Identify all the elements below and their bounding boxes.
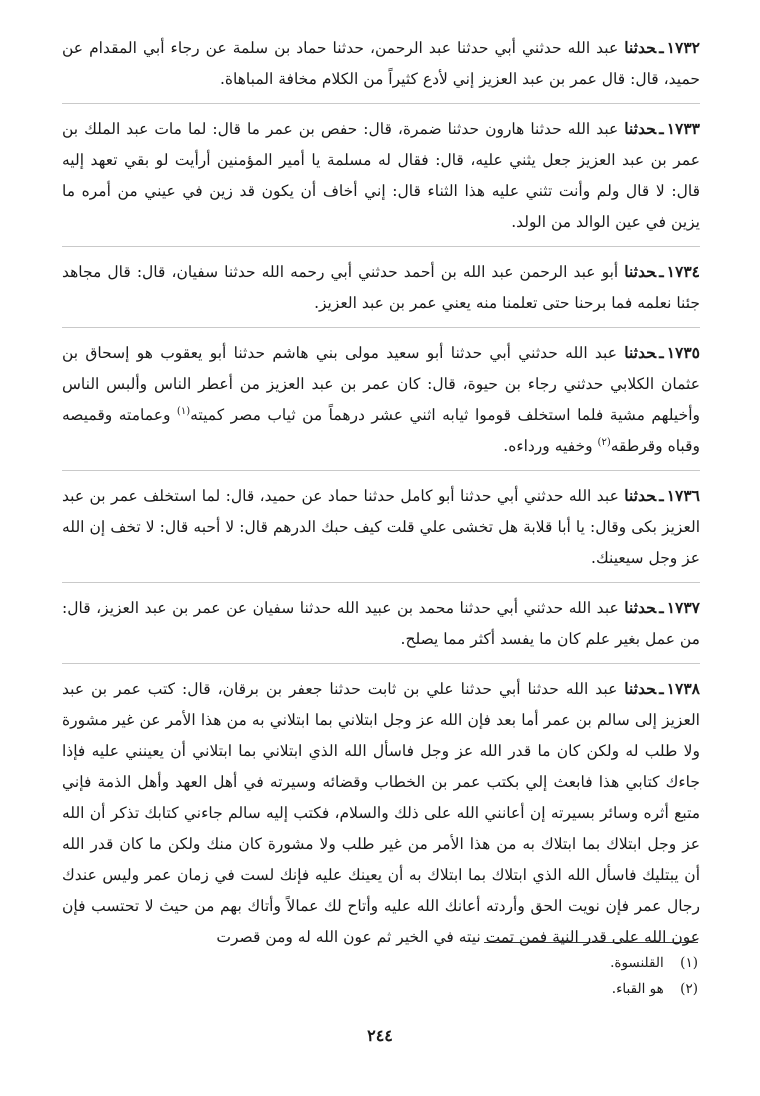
hadith-number: ١٧٣٤ <box>666 262 700 281</box>
hadith-number: ١٧٣٥ <box>666 343 700 362</box>
page-body <box>62 32 700 961</box>
footnote-divider <box>484 942 698 943</box>
hadith-text-end: وخفيه ورداءه. <box>503 437 598 455</box>
hadith-keyword: حدثنا <box>624 486 657 505</box>
footnote-ref-1[interactable]: (١) <box>176 405 191 417</box>
page-number: ٢٤٤ <box>367 1026 393 1045</box>
hadith-1734 <box>62 256 700 328</box>
hadith-text: عبد الله حدثنا هارون حدثنا ضمرة، قال: حفص بن عمر ما قال: لما مات عبد الملك بن عمر بن عبد العزيز جعل يثني عليه، قال: فقال له مسلمة يا أمير المؤمنين أرأيت لو بقي تعهد إليه قال: لا قال ولم وأنت تثني عليه هذا الثناء قال: إني أخاف أن يكون قد زين في عيني من أمره ما يزين في عين الوالد من الولد. <box>62 120 700 231</box>
hadith-separator: ـ <box>659 343 664 362</box>
hadith-separator: ـ <box>659 679 664 698</box>
hadith-1737 <box>62 592 700 664</box>
footnotes <box>298 950 698 1002</box>
footnote-ref-2[interactable]: (٢) <box>597 436 611 448</box>
footnote-2 <box>298 976 698 1002</box>
hadith-number: ١٧٣٣ <box>666 119 700 138</box>
hadith-separator: ـ <box>659 262 664 281</box>
hadith-text-continued: وعمامته وقميصه وقباه وقرطقه <box>62 406 700 455</box>
hadith-keyword: حدثنا <box>624 343 657 362</box>
hadith-keyword: حدثنا <box>624 119 657 138</box>
hadith-keyword: حدثنا <box>624 38 657 57</box>
footnote-1 <box>298 950 698 976</box>
hadith-1736 <box>62 480 700 583</box>
footnote-number: (٢) <box>680 981 698 997</box>
hadith-separator: ـ <box>659 598 664 617</box>
hadith-text: عبد الله حدثني أبي حدثنا عبد الرحمن، حدثنا حماد بن سلمة عن رجاء أبي المقدام عن حميد، قال: قال عمر بن عبد العزيز إني لأدع كثيراً من الكلام مخافة المباهاة. <box>62 39 700 88</box>
hadith-number: ١٧٣٦ <box>666 486 700 505</box>
footnote-number: (١) <box>680 955 698 971</box>
hadith-separator: ـ <box>659 486 664 505</box>
hadith-separator: ـ <box>659 38 664 57</box>
hadith-1738 <box>62 673 700 961</box>
hadith-1733 <box>62 113 700 247</box>
hadith-text: أبو عبد الرحمن عبد الله بن أحمد حدثني أبي رحمه الله حدثنا سفيان، قال: قال مجاهد جئنا نعلمه فما برحنا حتى تعلمنا منه يعني عمر بن عبد العزيز. <box>62 263 700 312</box>
hadith-1732 <box>62 32 700 104</box>
hadith-text: عبد الله حدثني أبي حدثنا أبو كامل حدثنا حماد عن حميد، قال: لما استخلف عمر بن عبد العزيز بكى وقال: يا أبا قلابة هل تخشى علي قلت كيف حبك الدرهم قال: لا أحبه قال: لا تخف إن الله عز وجل سيعينك. <box>62 487 700 567</box>
hadith-text: عبد الله حدثنا أبي حدثنا علي بن ثابت حدثنا جعفر بن برقان، قال: كتب عمر بن عبد العزيز إلى سالم بن عمر أما بعد فإن الله عز وجل ابتلاني بما ابتلاني به من هذا الأمر عن غير مشورة ولا طلب له ولكن كان ما قدر الله عز وجل فاسأل الله الذي ابتلاني بما ابتلاني أن يعينني عليه فإذا جاءك كتابي هذا فابعث إلي بكتب عمر بن الخطاب وقضائه وسيرته في أهل العهد وأهل الذمة فإني متبع أثره وسائر بسيرته إن أعانني الله على ذلك والسلام، فكتب إليه سالم جاءني كتابك تذكر أن الله عز وجل ابتلاك بما ابتلاك به من هذا الأمر من غير طلب ولا مشورة كان منك ولكن ما كان قدر الله أن يبتليك فاسأل الله الذي ابتلاك بما ابتلاك به أن يعينك عليه فإنك لست في زمان عمر وليس عندك رجال عمر فإن نويت الحق وأردته أعانك الله عليه وأتاح لك عمالاً وأتاك بهم من حيث لا تحتسب فإن عون الله على قدر النية فمن تمت نيته في الخير ثم عون الله له ومن قصرت <box>62 680 700 946</box>
hadith-separator: ـ <box>659 119 664 138</box>
hadith-number: ١٧٣٨ <box>666 679 700 698</box>
hadith-text: عبد الله حدثني أبي حدثنا محمد بن عبيد الله حدثنا سفيان عن عمر بن عبد العزيز، قال: من عمل بغير علم كان ما يفسد أكثر مما يصلح. <box>62 599 700 648</box>
footnote-text: القلنسوة. <box>610 955 664 971</box>
hadith-keyword: حدثنا <box>624 262 657 281</box>
hadith-number: ١٧٣٧ <box>666 598 700 617</box>
hadith-1735 <box>62 337 700 471</box>
hadith-text: عبد الله حدثني أبي حدثنا أبو سعيد مولى بني هاشم حدثنا أبو يعقوب هو إسحاق بن عثمان الكلابي حدثني رجاء بن حيوة، قال: كان عمر بن عبد العزيز من أعطر الناس وألبس الناس وأخيلهم مشية فلما استخلف قوموا ثيابه اثني عشر درهماً من ثياب مصر كميته <box>62 344 700 424</box>
hadith-number: ١٧٣٢ <box>666 38 700 57</box>
footnote-text: هو القباء. <box>611 981 664 997</box>
hadith-keyword: حدثنا <box>624 679 657 698</box>
hadith-keyword: حدثنا <box>624 598 657 617</box>
